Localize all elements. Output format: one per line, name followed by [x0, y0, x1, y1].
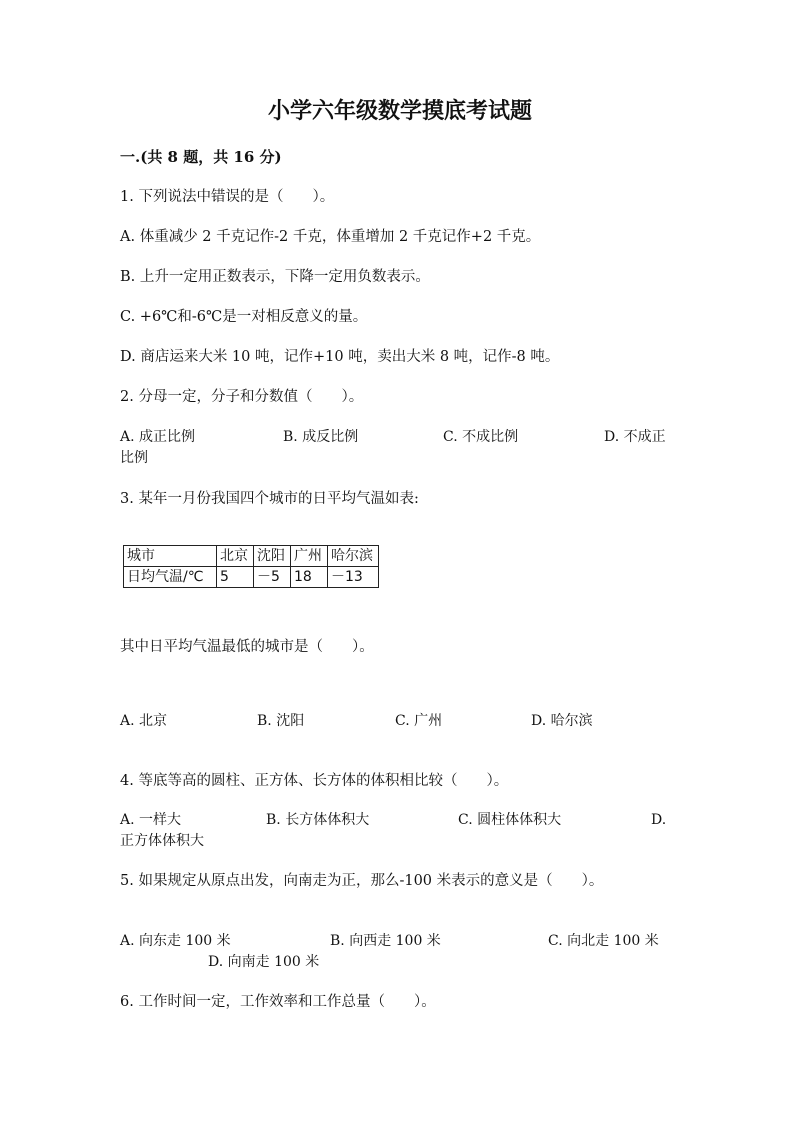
question-2-option-d-continued: 比例 [120, 450, 148, 466]
question-5-option-c: C. 向北走 100 米 [548, 933, 659, 949]
question-1-option-a: A. 体重减少 2 千克记作-2 千克，体重增加 2 千克记作+2 千克。 [120, 229, 541, 245]
table-cell: 哈尔滨 [328, 546, 379, 567]
question-3-stem: 3. 某年一月份我国四个城市的日平均气温如表: [120, 491, 419, 507]
table-cell: 城市 [124, 546, 217, 567]
table-cell: 沈阳 [254, 546, 291, 567]
question-2-option-d: D. 不成正 [604, 429, 666, 445]
question-2-stem: 2. 分母一定，分子和分数值（ ）。 [120, 389, 364, 405]
question-4-option-d: D. [651, 812, 667, 828]
question-5-option-d: D. 向南走 100 米 [208, 954, 320, 970]
question-3-option-c: C. 广州 [395, 713, 443, 729]
question-2-option-b: B. 成反比例 [283, 429, 359, 445]
question-4-option-d-continued: 正方体体积大 [120, 833, 204, 849]
question-3-option-d: D. 哈尔滨 [531, 713, 593, 729]
question-4-option-b: B. 长方体体积大 [266, 812, 370, 828]
question-3-option-a: A. 北京 [120, 713, 168, 729]
question-1-option-d: D. 商店运来大米 10 吨，记作+10 吨，卖出大米 8 吨，记作-8 吨。 [120, 349, 560, 365]
question-5-stem: 5. 如果规定从原点出发，向南走为正，那么-100 米表示的意义是（ ）。 [120, 873, 604, 889]
table-header-row [124, 546, 379, 567]
question-5-option-a: A. 向东走 100 米 [120, 933, 231, 949]
table-cell: 18 [291, 567, 328, 588]
table-row [124, 567, 379, 588]
table-cell: 5 [217, 567, 254, 588]
section-heading: 一.(共 8 题，共 16 分) [120, 148, 282, 166]
table-cell: －5 [254, 567, 291, 588]
table-cell: 广州 [291, 546, 328, 567]
question-4-option-c: C. 圆柱体体积大 [458, 812, 562, 828]
question-5-option-b: B. 向西走 100 米 [330, 933, 441, 949]
question-1-stem: 1. 下列说法中错误的是（ ）。 [120, 189, 335, 205]
question-6-stem: 6. 工作时间一定，工作效率和工作总量（ ）。 [120, 994, 436, 1010]
table-cell: 北京 [217, 546, 254, 567]
temperature-table [123, 545, 379, 588]
question-4-option-a: A. 一样大 [120, 812, 182, 828]
question-1-option-c: C. +6℃和-6℃是一对相反意义的量。 [120, 309, 368, 325]
question-3-option-b: B. 沈阳 [257, 713, 305, 729]
question-3-sub-question: 其中日平均气温最低的城市是（ ）。 [120, 639, 374, 655]
table-cell: －13 [328, 567, 379, 588]
question-2-option-a: A. 成正比例 [120, 429, 196, 445]
question-4-stem: 4. 等底等高的圆柱、正方体、长方体的体积相比较（ ）。 [120, 773, 509, 789]
table-cell: 日均气温/℃ [124, 567, 217, 588]
page-title: 小学六年级数学摸底考试题 [267, 98, 532, 124]
question-1-option-b: B. 上升一定用正数表示，下降一定用负数表示。 [120, 269, 430, 285]
question-2-option-c: C. 不成比例 [443, 429, 519, 445]
